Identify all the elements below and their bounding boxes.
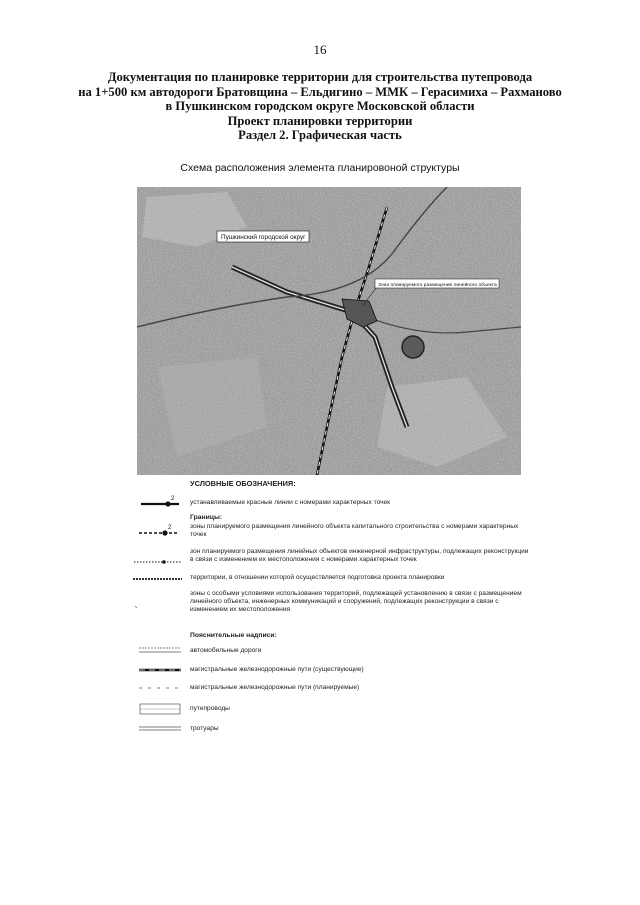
title-line: на 1+500 км автодороги Братовщина – Ельдигино – ММК – Герасимиха – Рахманово	[78, 84, 562, 99]
legend-row-special-zones	[131, 590, 531, 624]
special-zone-symbol	[131, 590, 184, 624]
engineering-zone-symbol	[131, 548, 184, 572]
rail-existing-symbol	[131, 664, 184, 676]
boundaries-heading: Границы:	[190, 514, 223, 522]
object-label: Зона планируемого размещения линейного объекта	[378, 282, 497, 288]
legend-text: зон планируемого размещения линейных объектов инженерной инфраструктуры, подлежащих реконструкции в связи с изменением их местоположения с номерами характерных точек	[190, 547, 529, 564]
legend-row-rail-planned	[131, 682, 531, 694]
legend-text: территории, в отношении которой осуществляется подготовка проекта планировки	[190, 573, 445, 581]
object-zone-symbol	[131, 523, 184, 539]
legend-row-roads	[131, 644, 531, 656]
title-line: Раздел 2. Графическая часть	[238, 128, 402, 143]
title-line: Документация по планировке территории для строительства путепровода	[107, 70, 533, 84]
sidewalk-symbol	[131, 722, 184, 734]
legend-text: зоны планируемого размещения линейного объекта капитального строительства с номерами характерных точек	[190, 522, 519, 539]
legend-row-sidewalks	[131, 722, 531, 734]
map-caption: Схема расположения элемента планировоной структуры	[180, 162, 460, 174]
legend-row-rail-existing	[131, 664, 531, 676]
legend-title: УСЛОВНЫЕ ОБОЗНАЧЕНИЯ:	[190, 479, 296, 488]
document-title	[40, 70, 600, 143]
legend	[131, 480, 531, 734]
legend-row-engineering-zones	[131, 548, 531, 572]
legend-text: путепроводы	[190, 705, 230, 713]
legend-row-planning-territory	[131, 574, 531, 584]
point-number: 2	[171, 496, 175, 503]
legend-text: тротуары	[190, 725, 219, 733]
planning-territory-symbol	[131, 574, 184, 584]
roads-symbol	[131, 644, 184, 656]
red-line-symbol	[131, 494, 184, 510]
legend-text: устанавливаемые красные линии с номерами характерных точек	[190, 499, 391, 507]
title-line: в Пушкинском городском округе Московской области	[165, 99, 475, 114]
point-number: 2	[168, 524, 172, 531]
settlement	[402, 336, 424, 358]
legend-text: магистральные железнодорожные пути (существующие)	[190, 666, 364, 674]
legend-text: зоны с особыми условиями использования территорий, подлежащей установлению в связи с размещением линейного объекта, инженерных коммуникаций и сооружений, подлежащих реконструкции в связи с изменением их местоположения	[190, 589, 522, 614]
page-number: 16	[313, 42, 327, 57]
title-line: Проект планировки территории	[227, 113, 413, 128]
legend-row-object-zone	[131, 523, 531, 540]
legend-text: магистральные железнодорожные пути (планируемые)	[190, 684, 360, 692]
district-label: Пушкинский городской округ	[221, 234, 306, 241]
location-map	[137, 187, 521, 475]
overpass-symbol	[131, 702, 184, 716]
rail-planned-symbol	[131, 682, 184, 694]
notes-heading: Пояснительные надписи:	[190, 631, 277, 639]
legend-row-red-lines	[131, 494, 531, 510]
legend-text: автомобильные дороги	[190, 647, 262, 655]
legend-row-overpasses	[131, 702, 531, 716]
